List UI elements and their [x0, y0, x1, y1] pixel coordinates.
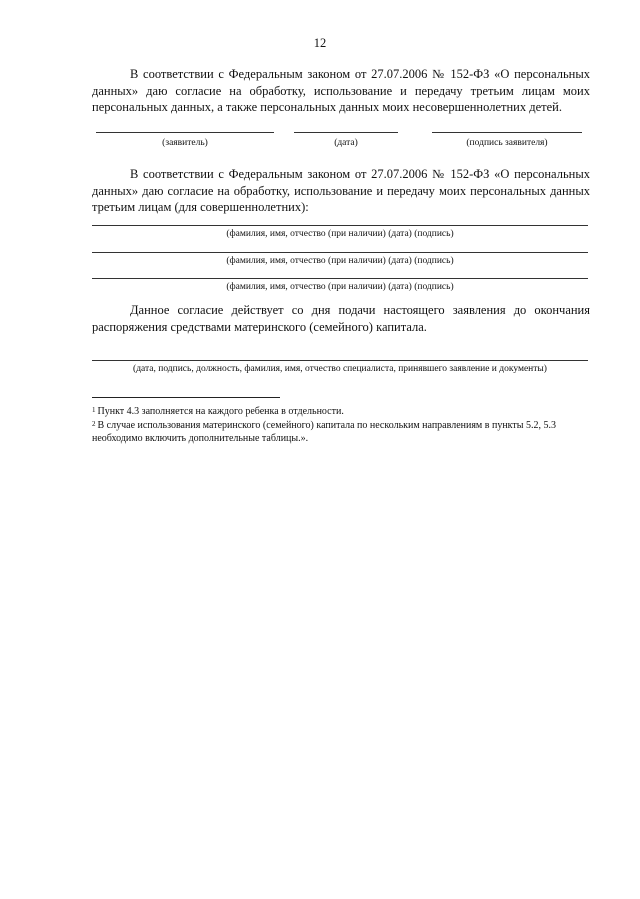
- footnote-1-mark: 1: [92, 406, 96, 414]
- adult-caption-1: (фамилия, имя, отчество (при наличии) (дата) (подпись): [226, 229, 454, 239]
- applicant-caption: (заявитель): [162, 138, 208, 148]
- sign-caption: (подпись заявителя): [466, 138, 548, 148]
- validity-paragraph: Данное согласие действует со дня подачи настоящего заявления до окончания распоряжения средствами материнского (семейного) капитала.: [92, 303, 590, 334]
- sign-rule: [432, 132, 582, 133]
- footnotes: [92, 405, 592, 446]
- footnote-1-text: Пункт 4.3 заполняется на каждого ребенка в отдельности.: [97, 406, 344, 417]
- footnote-2: [92, 419, 592, 445]
- adult-rule-3: [92, 278, 588, 279]
- date-signature-field: [294, 132, 398, 156]
- adult-rule-1: [92, 225, 588, 226]
- page-number: 12: [313, 36, 327, 50]
- staff-signature-line: [92, 360, 588, 374]
- footnote-2-mark: 2: [92, 420, 96, 428]
- footnote-separator: [92, 397, 280, 398]
- adult-caption-3: (фамилия, имя, отчество (при наличии) (дата) (подпись): [226, 282, 454, 292]
- adult-signature-line-1: [92, 225, 588, 239]
- adult-signature-line-3: [92, 278, 588, 292]
- date-rule: [294, 132, 398, 133]
- applicant-rule: [96, 132, 274, 133]
- adult-rule-2: [92, 252, 588, 253]
- staff-rule: [92, 360, 588, 361]
- consent-adults-paragraph: В соответствии с Федеральным законом от 27.07.2006 № 152-ФЗ «О персональных данных» даю согласие на обработку, использование и передачу моих персональных данных третьим лицам (для совершеннолетних):: [92, 167, 590, 214]
- consent-parent-paragraph: В соответствии с Федеральным законом от 27.07.2006 № 152-ФЗ «О персональных данных» даю согласие на обработку, использование и передачу третьим лицам моих персональных данных, а также персональных данных моих несовершеннолетних детей.: [92, 67, 590, 114]
- footnote-1: [92, 405, 592, 418]
- adult-signature-line-2: [92, 252, 588, 266]
- applicant-signature-field: [96, 132, 274, 156]
- applicant-sign-field: [432, 132, 582, 156]
- footnote-2-text: В случае использования материнского (семейного) капитала по нескольким направлениям в пункты 5.2, 5.3 необходимо включить дополнительные таблицы.».: [92, 420, 557, 444]
- staff-caption: (дата, подпись, должность, фамилия, имя, отчество специалиста, принявшего заявление и документы): [133, 364, 547, 374]
- adult-caption-2: (фамилия, имя, отчество (при наличии) (дата) (подпись): [226, 256, 454, 266]
- date-caption: (дата): [334, 138, 358, 148]
